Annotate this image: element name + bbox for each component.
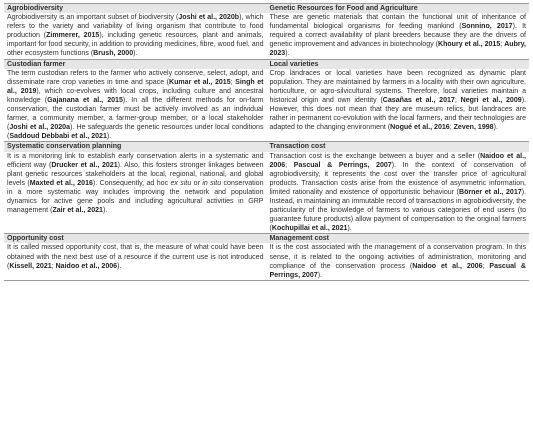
citation-link[interactable]: Aubry, 2023 bbox=[269, 41, 526, 58]
definition-fragment: ; bbox=[449, 124, 454, 132]
term-heading-row bbox=[4, 4, 529, 14]
citation-link[interactable]: Joshi et al., 2020a bbox=[9, 124, 71, 132]
term-definition bbox=[267, 152, 530, 234]
definition-fragment: ), which refers to the variety and variability of living organism that contribute to food production ( bbox=[7, 14, 264, 40]
definition-fragment: The term custodian refers to the farmer who actively conserve, select, adopt, and disseminate rare crop varieties in time and space ( bbox=[7, 69, 264, 86]
definition-fragment: ). Also, this fosters stronger linkages between plant genetic resources stakeholders at the local, regional, national, and global levels ( bbox=[7, 161, 264, 187]
term-title: Local varieties bbox=[267, 59, 530, 69]
term-title: Transaction cost bbox=[267, 142, 530, 152]
term-definition-row bbox=[4, 13, 529, 59]
glossary-table-body bbox=[4, 4, 529, 281]
italic-term: ex situ bbox=[170, 179, 192, 187]
citation-link[interactable]: Börner et al., 2017 bbox=[459, 188, 522, 196]
definition-fragment: ). bbox=[317, 271, 322, 279]
term-definition bbox=[4, 243, 267, 280]
term-title: Agrobiodiversity bbox=[4, 4, 267, 14]
citation-link[interactable]: Negri et al., 2009 bbox=[460, 96, 522, 104]
definition-fragment: ). In all the different methods for on-farm conservation, the custodian farmer must be actively involved as an individual farmer, a community member, a farmer-group member, or a local stakeholder ( bbox=[7, 96, 264, 132]
definition-fragment: conservation in a more systematic way includes improving the network and population dynamics for active gene pools and including agricultural activities in GRP management ( bbox=[7, 179, 264, 215]
italic-term: in situ bbox=[202, 179, 222, 187]
definition-fragment: These are genetic materials that contain the functional unit of inheritance of fundamental biological organisms for feeding mankind ( bbox=[269, 14, 526, 31]
definition-fragment: or bbox=[191, 179, 203, 187]
term-title: Management cost bbox=[267, 234, 530, 244]
term-definition-row bbox=[4, 243, 529, 280]
citation-link[interactable]: Casañas et al., 2017 bbox=[382, 96, 455, 104]
definition-fragment: ), which co-evolves with local crops, including culture and ancestral knowledge ( bbox=[7, 87, 264, 104]
citation-link[interactable]: Zair et al., 2021 bbox=[52, 207, 103, 215]
term-definition bbox=[267, 69, 530, 142]
term-definition-row bbox=[4, 152, 529, 234]
term-title: Genetic Resources for Food and Agriculture bbox=[267, 4, 530, 14]
definition-fragment: ). bbox=[347, 225, 352, 233]
term-definition bbox=[267, 13, 530, 59]
citation-link[interactable]: Kumar et al., 2015 bbox=[169, 78, 231, 86]
definition-text bbox=[270, 13, 527, 58]
citation-link[interactable]: Singh et al., 2019 bbox=[7, 78, 264, 95]
term-definition bbox=[4, 69, 267, 142]
definition-text bbox=[7, 152, 264, 216]
citation-link[interactable]: Zeven, 1998 bbox=[453, 124, 494, 132]
definition-fragment: ; bbox=[482, 262, 490, 270]
definition-text bbox=[7, 243, 264, 270]
citation-link[interactable]: Pascual & Perrings, 2007 bbox=[293, 161, 392, 169]
glossary-table bbox=[4, 3, 529, 281]
citation-link[interactable]: Naidoo et al., 2006 bbox=[269, 152, 526, 169]
definition-fragment: ). bbox=[117, 262, 122, 270]
citation-link[interactable]: Saddoud Debbabi et al., 2021 bbox=[9, 133, 107, 141]
definition-fragment: ; bbox=[230, 78, 236, 86]
citation-link[interactable]: Maxted et al., 2016 bbox=[29, 179, 93, 187]
definition-fragment: It is called missed opportunity cost, that is, the measure of what could have been obtained with the next best use of a resource if the current use is not introduced ( bbox=[7, 244, 264, 270]
citation-link[interactable]: Sonnino, 2017 bbox=[461, 23, 513, 31]
term-title: Custodian farmer bbox=[4, 59, 267, 69]
citation-link[interactable]: Naidoo et al., 2006 bbox=[412, 262, 483, 270]
citation-link[interactable]: Joshi et al., 2020b bbox=[178, 14, 240, 22]
definition-fragment: It is a monitoring link to establish early conservation alerts in a systematic and efficient way ( bbox=[7, 152, 264, 169]
term-definition-row bbox=[4, 69, 529, 142]
citation-link[interactable]: Nogué et al., 2016 bbox=[390, 124, 450, 132]
definition-fragment: ). In the context of conservation of agrobiodiversity, it represents the cost over the transfer price of agricultural products. Transaction costs arise from the existence of asymmetric information, limited rationality and existence of opportunistic behaviour ( bbox=[269, 161, 527, 196]
term-heading-row bbox=[4, 59, 529, 69]
citation-link[interactable]: Brush, 2000 bbox=[93, 50, 134, 58]
definition-text bbox=[270, 243, 527, 279]
definition-fragment: ). He safeguards the genetic resources under local conditions ( bbox=[7, 124, 264, 141]
citation-link[interactable]: Zimmerer, 2015 bbox=[46, 32, 100, 40]
definition-text bbox=[270, 152, 527, 234]
definition-fragment: ). It required a correct availability of plant breeders because they are the drivers of genetic improvement and advances in biotechnology ( bbox=[269, 23, 526, 49]
definition-fragment: ). Instead, in maintaining an immutable record of transactions in agrobiodiversity, the particularity of the knowledge of farmers to various categories of end users (to guarantee future products) allow payment of compensation to the original farmers ( bbox=[269, 188, 526, 233]
citation-link[interactable]: Naidoo et al., 2006 bbox=[55, 262, 118, 270]
definition-fragment: ). bbox=[102, 207, 108, 215]
definition-fragment: ), including genetic resources, plant and animals, important for food security, in addition to providing medicines, fibre, wood fuel, and other ecosystem functions ( bbox=[7, 32, 264, 58]
definition-fragment: Agrobiodiversity is an important subset of biodiversity ( bbox=[7, 14, 179, 22]
term-definition bbox=[4, 13, 267, 59]
definition-fragment: Crop landraces or local varieties have been recognized as dynamic plant population. They are maintained by farmers in a locality with their own agriculture, horticulture, or agro-silvicultural systems. Therefore, local varieties maintain a historical origin and own identity ( bbox=[269, 69, 526, 104]
definition-fragment: ). bbox=[493, 124, 498, 132]
term-title: Systematic conservation planning bbox=[4, 142, 267, 152]
term-title: Opportunity cost bbox=[4, 234, 267, 244]
definition-fragment: ). bbox=[106, 133, 112, 141]
definition-fragment: ; bbox=[51, 262, 56, 270]
definition-fragment: ). bbox=[285, 50, 290, 58]
citation-link[interactable]: Drucker et al., 2021 bbox=[51, 161, 118, 169]
citation-link[interactable]: Kochupillai et al., 2021 bbox=[271, 225, 348, 233]
definition-fragment: ). However, this does not mean that they are museum relics, but landraces are rather in permanent co-evolution with the local farmers, and their technologies are adapted to the changing environment ( bbox=[269, 96, 527, 132]
citation-link[interactable]: Gajanana et al., 2015 bbox=[47, 96, 123, 104]
term-heading-row bbox=[4, 142, 529, 152]
citation-link[interactable]: Pascual & Perrings, 2007 bbox=[269, 262, 526, 279]
definition-fragment: ; bbox=[500, 41, 505, 49]
definition-text bbox=[270, 69, 527, 133]
term-heading-row bbox=[4, 234, 529, 244]
term-definition bbox=[4, 152, 267, 234]
definition-fragment: ). bbox=[133, 50, 138, 58]
definition-fragment: ). Consequently, ad hoc bbox=[92, 179, 171, 187]
definition-fragment: ; bbox=[454, 96, 461, 104]
citation-link[interactable]: Khoury et al., 2015 bbox=[437, 41, 501, 49]
definition-text bbox=[7, 69, 264, 142]
term-definition bbox=[267, 243, 530, 280]
citation-link[interactable]: Kissell, 2021 bbox=[9, 262, 52, 270]
definition-fragment: It is the cost associated with the management of a conservation program. In this sense, it is related to the ongoing activities of administration, monitoring and compliance of the conservation process ( bbox=[269, 244, 526, 270]
definition-text bbox=[7, 13, 264, 58]
definition-fragment: ; bbox=[285, 161, 294, 169]
definition-fragment: Transaction cost is the exchange between a buyer and a seller ( bbox=[269, 152, 481, 160]
